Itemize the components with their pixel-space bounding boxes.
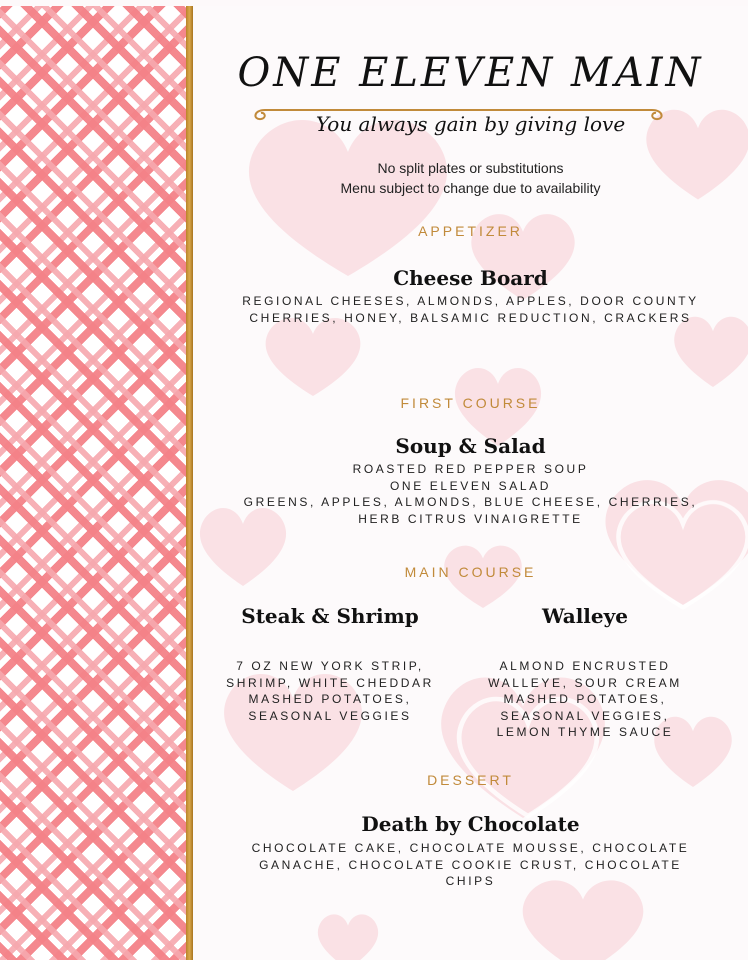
dish-name: Death by Chocolate [361, 812, 580, 836]
restaurant-title: ONE ELEVEN MAIN [237, 50, 704, 96]
heart-icon [318, 914, 378, 960]
dish-description: REGIONAL CHEESES, ALMONDS, APPLES, DOOR COUNTY CHERRIES, HONEY, BALSAMIC REDUCTION, CRACKERS [242, 294, 699, 325]
menu-note: No split plates or substitutions [377, 160, 564, 176]
dish-name: Steak & Shrimp [241, 604, 419, 628]
chevron-pattern-border [0, 6, 186, 960]
heart-icon [266, 318, 361, 396]
dish-name: Cheese Board [393, 266, 548, 290]
dish-description: 7 OZ NEW YORK STRIP, SHRIMP, WHITE CHEDDAR MASHED POTATOES, SEASONAL VEGGIES [226, 659, 434, 723]
heart-icon [249, 120, 447, 276]
dish-name: Soup & Salad [395, 434, 546, 458]
heart-icon [674, 317, 748, 387]
dish-description: ALMOND ENCRUSTED WALLEYE, SOUR CREAM MASHED POTATOES, SEASONAL VEGGIES, LEMON THYME SAUCE [488, 659, 682, 739]
dish-name: Walleye [542, 604, 628, 628]
gold-divider-bar [186, 6, 193, 960]
dish-description: CHOCOLATE CAKE, CHOCOLATE MOUSSE, CHOCOLATE GANACHE, CHOCOLATE COOKIE CRUST, CHOCOLATE CHIPS [251, 841, 690, 888]
restaurant-tagline: You always gain by giving love [315, 112, 626, 136]
section-heading-dessert: DESSERT [427, 772, 514, 788]
menu-content [193, 6, 748, 960]
section-heading-first-course: FIRST COURSE [400, 395, 541, 411]
dish-description: ROASTED RED PEPPER SOUP ONE ELEVEN SALAD GREENS, APPLES, ALMONDS, BLUE CHEESE, CHERRIES, HERB CITRUS VINAIGRETTE [243, 462, 698, 526]
heart-icon [523, 880, 644, 960]
section-heading-appetizer: APPETIZER [418, 223, 523, 239]
menu-note: Menu subject to change due to availability [340, 180, 601, 196]
section-heading-main-course: MAIN COURSE [404, 564, 537, 580]
